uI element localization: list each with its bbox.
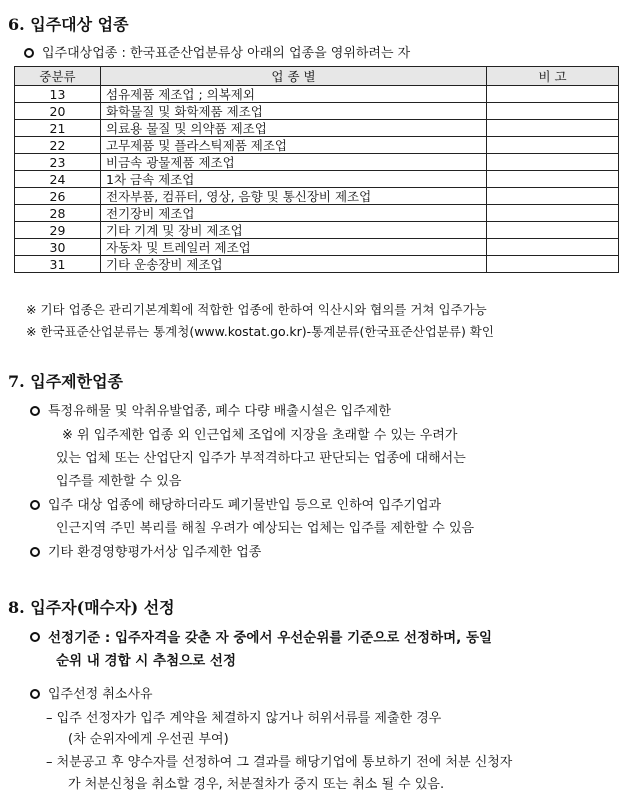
- table-row: [15, 103, 619, 120]
- bullet-circle-icon: [30, 500, 40, 510]
- row-note: [487, 239, 619, 256]
- restrict-sub-line-3: 입주를 제한할 수 있음: [56, 474, 182, 489]
- header-code: 중분류: [15, 67, 101, 86]
- table-header-row: [15, 67, 619, 86]
- table-row: [15, 205, 619, 222]
- restrict-sub-line-2: 있는 업체 또는 산업단지 입주가 부적격하다고 판단되는 업종에 대해서는: [56, 451, 466, 466]
- row-note: [487, 171, 619, 188]
- row-code: 23: [15, 154, 101, 171]
- row-code: 31: [15, 256, 101, 273]
- bullet-circle-icon: [30, 689, 40, 699]
- row-industry: 의료용 물질 및 의약품 제조업: [101, 120, 487, 137]
- restrict-text-2a: 입주 대상 업종에 해당하더라도 폐기물반입 등으로 인하여 입주기업과: [48, 498, 442, 513]
- restrict-bullet-2: [30, 494, 441, 513]
- cancel-reason-1b: (차 순위자에게 우선권 부여): [68, 732, 229, 747]
- row-industry: 자동차 및 트레일러 제조업: [101, 239, 487, 256]
- row-code: 22: [15, 137, 101, 154]
- row-industry: 전기장비 제조업: [101, 205, 487, 222]
- restrict-sub-line-1: ※ 위 입주제한 업종 외 인근업체 조업에 지장을 초래할 수 있는 우려가: [62, 428, 458, 443]
- bullet-circle-icon: [24, 48, 34, 58]
- bullet-circle-icon: [30, 547, 40, 557]
- row-industry: 비금속 광물제품 제조업: [101, 154, 487, 171]
- table-row: [15, 256, 619, 273]
- table-row: [15, 137, 619, 154]
- row-note: [487, 256, 619, 273]
- bullet-circle-icon: [30, 406, 40, 416]
- cancel-reason-2a: – 처분공고 후 양수자를 선정하여 그 결과를 해당기업에 통보하기 전에 처분 신청자: [46, 755, 513, 770]
- section-6-title: 6. 입주대상 업종: [8, 15, 129, 34]
- row-industry: 전자부품, 컴퓨터, 영상, 음향 및 통신장비 제조업: [101, 188, 487, 205]
- restrict-text-1: 특정유해물 및 악취유발업종, 폐수 다량 배출시설은 입주제한: [48, 404, 391, 419]
- cancel-reason-2b: 가 처분신청을 취소할 경우, 처분절차가 중지 또는 취소 될 수 있음.: [68, 777, 445, 792]
- restrict-text-3: 기타 환경영향평가서상 입주제한 업종: [48, 545, 262, 560]
- restrict-bullet-1: [30, 400, 391, 419]
- industry-table: [14, 66, 619, 273]
- intro-text: 입주대상업종 : 한국표준산업분류상 아래의 업종을 영위하려는 자: [42, 46, 411, 61]
- row-industry: 고무제품 및 플라스틱제품 제조업: [101, 137, 487, 154]
- note-kostat: ※ 한국표준산업분류는 통계청(www.kostat.go.kr)-통계분류(한국표준산업분류) 확인: [26, 324, 494, 339]
- table-row: [15, 154, 619, 171]
- section-6-intro: [24, 42, 410, 61]
- selection-criteria-text-a: 선정기준 : 입주자격을 갖춘 자 중에서 우선순위를 기준으로 선정하며, 동일: [48, 630, 493, 646]
- row-note: [487, 120, 619, 137]
- cancel-reason-title: 입주선정 취소사유: [48, 687, 153, 702]
- selection-bullet-1: [30, 626, 492, 646]
- row-industry: 1차 금속 제조업: [101, 171, 487, 188]
- section-8-title: 8. 입주자(매수자) 선정: [8, 598, 175, 617]
- row-code: 28: [15, 205, 101, 222]
- row-note: [487, 137, 619, 154]
- bullet-circle-icon: [30, 632, 40, 642]
- note-other-industries: ※ 기타 업종은 관리기본계획에 적합한 업종에 한하여 익산시와 협의를 거쳐 입주가능: [26, 302, 487, 317]
- row-note: [487, 103, 619, 120]
- selection-criteria-text-b: 순위 내 경합 시 추첨으로 선정: [56, 653, 236, 669]
- row-industry: 섬유제품 제조업 ; 의복제외: [101, 86, 487, 103]
- row-note: [487, 154, 619, 171]
- row-industry: 기타 기계 및 장비 제조업: [101, 222, 487, 239]
- table-row: [15, 86, 619, 103]
- restrict-text-2b: 인근지역 주민 복리를 해칠 우려가 예상되는 업체는 입주를 제한할 수 있음: [56, 521, 475, 536]
- header-industry: 업 종 별: [101, 67, 487, 86]
- table-row: [15, 239, 619, 256]
- row-industry: 기타 운송장비 제조업: [101, 256, 487, 273]
- cancel-reason-1a: – 입주 선정자가 입주 계약을 체결하지 않거나 허위서류를 제출한 경우: [46, 711, 442, 726]
- row-code: 24: [15, 171, 101, 188]
- row-industry: 화학물질 및 화학제품 제조업: [101, 103, 487, 120]
- row-code: 20: [15, 103, 101, 120]
- row-code: 30: [15, 239, 101, 256]
- table-row: [15, 222, 619, 239]
- row-note: [487, 188, 619, 205]
- table-row: [15, 120, 619, 137]
- row-note: [487, 86, 619, 103]
- row-code: 21: [15, 120, 101, 137]
- row-note: [487, 205, 619, 222]
- section-7-title: 7. 입주제한업종: [8, 372, 124, 391]
- table-row: [15, 188, 619, 205]
- restrict-bullet-3: [30, 541, 261, 560]
- header-note: 비 고: [487, 67, 619, 86]
- selection-bullet-2: [30, 683, 153, 702]
- row-code: 29: [15, 222, 101, 239]
- row-code: 13: [15, 86, 101, 103]
- table-row: [15, 171, 619, 188]
- row-code: 26: [15, 188, 101, 205]
- row-note: [487, 222, 619, 239]
